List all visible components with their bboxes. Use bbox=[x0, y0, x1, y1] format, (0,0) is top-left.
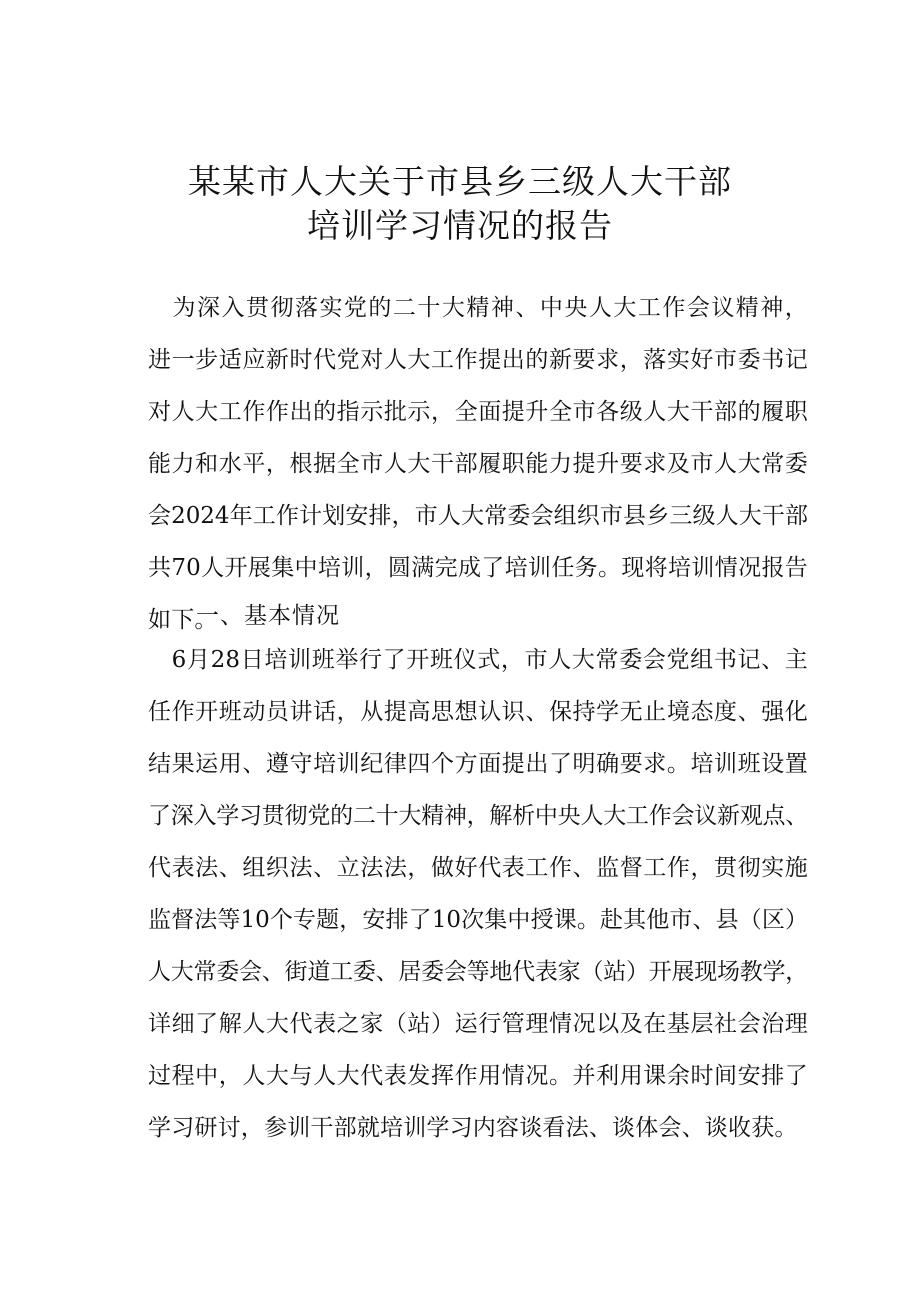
section-1-paragraph bbox=[148, 634, 808, 1154]
paragraph-line: 代表法、组织法、立法法，做好代表工作、监督工作，贯彻实施 bbox=[148, 855, 808, 881]
paragraph-line: 会2024年工作计划安排，市人大常委会组织市县乡三级人大干部 bbox=[148, 503, 808, 529]
paragraph-line: 为深入贯彻落实党的二十大精神、中央人大工作会议精神， bbox=[148, 295, 808, 321]
paragraph-line: 学习研讨，参训干部就培训学习内容谈看法、谈体会、谈收获。 bbox=[148, 1115, 798, 1141]
document-title-line-2: 培训学习情况的报告 bbox=[307, 206, 613, 245]
paragraph-line: 监督法等10个专题，安排了10次集中授课。赴其他市、县（区） bbox=[148, 907, 808, 933]
paragraph-line: 任作开班动员讲话，从提高思想认识、保持学无止境态度、强化 bbox=[148, 699, 808, 725]
document-title-line-1: 某某市人大关于市县乡三级人大干部 bbox=[188, 162, 732, 201]
paragraph-line: 过程中，人大与人大代表发挥作用情况。并利用课余时间安排了 bbox=[148, 1063, 808, 1089]
section-heading-basic-situation: 一、基本情况 bbox=[196, 603, 340, 629]
paragraph-line: 人大常委会、街道工委、居委会等地代表家（站）开展现场教学， bbox=[148, 959, 808, 985]
paragraph-line: 能力和水平，根据全市人大干部履职能力提升要求及市人大常委 bbox=[148, 451, 808, 477]
paragraph-line: 详细了解人大代表之家（站）运行管理情况以及在基层社会治理 bbox=[148, 1011, 808, 1037]
paragraph-line: 共70人开展集中培训，圆满完成了培训任务。现将培训情况报告 bbox=[148, 555, 808, 581]
paragraph-line: 对人大工作作出的指示批示，全面提升全市各级人大干部的履职 bbox=[148, 399, 808, 425]
paragraph-line: 了深入学习贯彻党的二十大精神，解析中央人大工作会议新观点、 bbox=[148, 803, 808, 829]
paragraph-line: 如下。 bbox=[148, 607, 218, 633]
paragraph-line: 结果运用、遵守培训纪律四个方面提出了明确要求。培训班设置 bbox=[148, 751, 808, 777]
paragraph-line: 6月28日培训班举行了开班仪式，市人大常委会党组书记、主 bbox=[148, 647, 808, 673]
paragraph-line: 进一步适应新时代党对人大工作提出的新要求，落实好市委书记 bbox=[148, 347, 808, 373]
